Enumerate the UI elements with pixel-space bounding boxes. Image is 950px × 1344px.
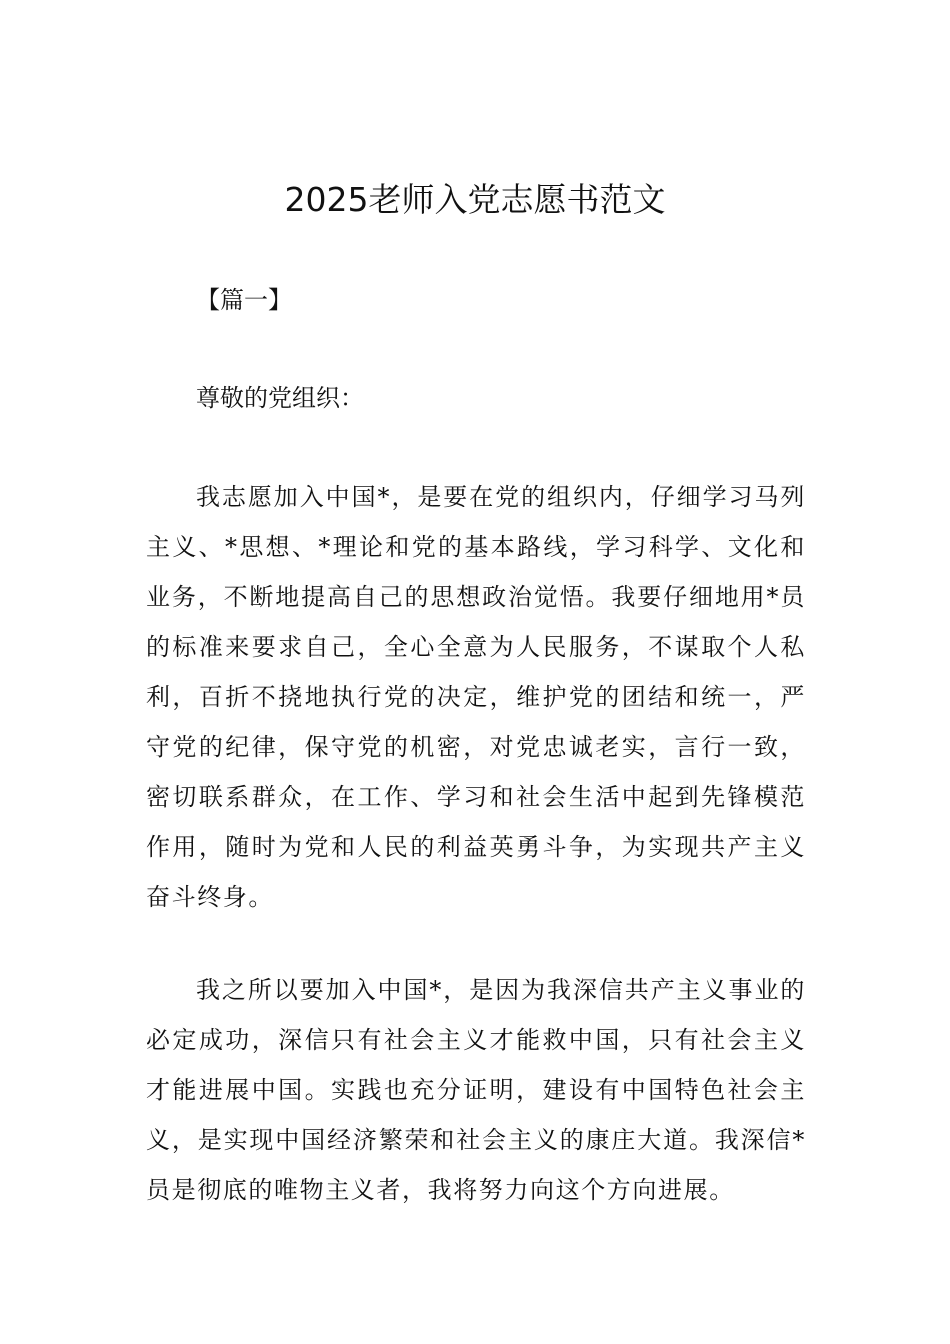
salutation: 尊敬的党组织： <box>196 384 364 412</box>
body-paragraph-2: 我之所以要加入中国*，是因为我深信共产主义事业的必定成功，深信只有社会主义才能救中国，只有社会主义才能进展中国。实践也充分证明，建设有中国特色社会主义，是实现中国经济繁荣和社会主义的康庄大道。我深信*员是彻底的唯物主义者，我将努力向这个方向进展。 <box>146 976 806 1204</box>
body-paragraph-1: 我志愿加入中国*，是要在党的组织内，仔细学习马列主义、*思想、*理论和党的基本路线，学习科学、文化和业务，不断地提高自己的思想政治觉悟。我要仔细地用*员的标准来要求自己，全心全意为人民服务，不谋取个人私利，百折不挠地执行党的决定，维护党的团结和统一，严守党的纪律，保守党的机密，对党忠诚老实，言行一致，密切联系群众，在工作、学习和社会生活中起到先锋模范作用，随时为党和人民的利益英勇斗争，为实现共产主义奋斗终身。 <box>146 483 806 911</box>
document-title: 2025老师入党志愿书范文 <box>284 180 666 219</box>
section-label: 【篇一】 <box>196 286 292 314</box>
